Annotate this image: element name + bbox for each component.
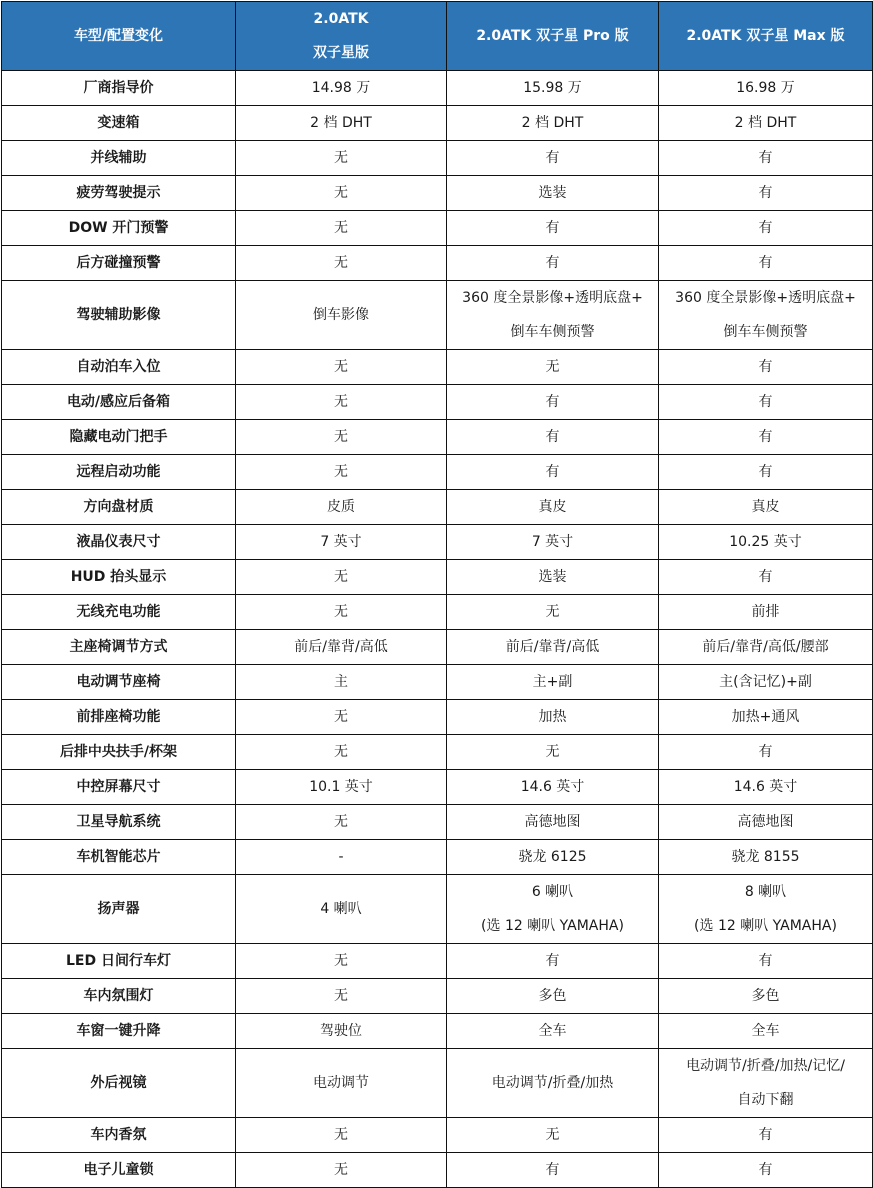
row-label: 疲劳驾驶提示	[2, 176, 236, 211]
cell-pro: 14.6 英寸	[447, 770, 659, 805]
cell-max: 有	[659, 455, 873, 490]
row-label: 外后视镜	[2, 1049, 236, 1118]
table-row-dow	[2, 211, 873, 246]
table-row-hud	[2, 560, 873, 595]
cell-standard: 主	[236, 665, 447, 700]
cell-pro	[447, 281, 659, 350]
cell-pro: 高德地图	[447, 805, 659, 840]
cell-max: 有	[659, 420, 873, 455]
table-row-drl	[2, 944, 873, 979]
cell-standard: 无	[236, 560, 447, 595]
cell-standard: 无	[236, 944, 447, 979]
cell-max	[659, 281, 873, 350]
cell-max: 有	[659, 1118, 873, 1153]
cell-max: 高德地图	[659, 805, 873, 840]
cell-standard: 无	[236, 979, 447, 1014]
cell-standard: 7 英寸	[236, 525, 447, 560]
header-trim-standard-line1: 2.0ATK	[313, 11, 369, 27]
cell-pro: 有	[447, 246, 659, 281]
cell-standard: 2 档 DHT	[236, 106, 447, 141]
cell-pro: 无	[447, 350, 659, 385]
row-label: 后方碰撞预警	[2, 246, 236, 281]
cell-max: 骁龙 8155	[659, 840, 873, 875]
cell-standard: 无	[236, 700, 447, 735]
table-row-seat-adjust	[2, 630, 873, 665]
row-label: 隐藏电动门把手	[2, 420, 236, 455]
cell-max: 前后/靠背/高低/腰部	[659, 630, 873, 665]
table-row-navigation	[2, 805, 873, 840]
cell-standard: 无	[236, 141, 447, 176]
cell-max: 有	[659, 350, 873, 385]
table-row-one-touch-windows	[2, 1014, 873, 1049]
table-row-front-seat-functions	[2, 700, 873, 735]
cell-max: 有	[659, 211, 873, 246]
cell-max: 有	[659, 385, 873, 420]
cell-pro: 无	[447, 595, 659, 630]
row-label: 自动泊车入位	[2, 350, 236, 385]
table-row-transmission	[2, 106, 873, 141]
table-header	[2, 2, 873, 71]
cell-pro: 电动调节/折叠/加热	[447, 1049, 659, 1118]
cell-pro: 真皮	[447, 490, 659, 525]
cell-standard: 前后/靠背/高低	[236, 630, 447, 665]
row-label: 驾驶辅助影像	[2, 281, 236, 350]
cell-pro: 有	[447, 385, 659, 420]
cell-line: (选 12 喇叭 YAMAHA)	[481, 918, 624, 934]
table-row-steering-wheel	[2, 490, 873, 525]
cell-max: 有	[659, 944, 873, 979]
cell-standard: 无	[236, 455, 447, 490]
table-row-camera	[2, 281, 873, 350]
cell-standard: 倒车影像	[236, 281, 447, 350]
row-label: LED 日间行车灯	[2, 944, 236, 979]
row-label: 车内氛围灯	[2, 979, 236, 1014]
cell-max: 加热+通风	[659, 700, 873, 735]
header-row	[2, 2, 873, 71]
row-label: 无线充电功能	[2, 595, 236, 630]
cell-standard: 无	[236, 1118, 447, 1153]
cell-pro: 选装	[447, 176, 659, 211]
cell-pro: 有	[447, 944, 659, 979]
cell-standard: 4 喇叭	[236, 875, 447, 944]
cell-standard: 无	[236, 385, 447, 420]
row-label: 远程启动功能	[2, 455, 236, 490]
cell-line: 6 喇叭	[531, 884, 574, 900]
table-body	[2, 71, 873, 1188]
row-label: 变速箱	[2, 106, 236, 141]
cell-standard: 无	[236, 805, 447, 840]
cell-standard: 无	[236, 1153, 447, 1188]
table-row-rear-collision	[2, 246, 873, 281]
cell-standard: 无	[236, 735, 447, 770]
row-label: DOW 开门预警	[2, 211, 236, 246]
row-label: 并线辅助	[2, 141, 236, 176]
cell-pro: 选装	[447, 560, 659, 595]
cell-line: 倒车车侧预警	[723, 324, 808, 340]
config-comparison-table	[1, 1, 873, 1188]
row-label: 液晶仪表尺寸	[2, 525, 236, 560]
cell-line: (选 12 喇叭 YAMAHA)	[694, 918, 837, 934]
cell-max	[659, 1049, 873, 1118]
cell-standard: 电动调节	[236, 1049, 447, 1118]
table-row-hidden-handles	[2, 420, 873, 455]
cell-max: 16.98 万	[659, 71, 873, 106]
cell-line: 8 喇叭	[744, 884, 787, 900]
row-label: 卫星导航系统	[2, 805, 236, 840]
table-row-speakers	[2, 875, 873, 944]
cell-standard: 驾驶位	[236, 1014, 447, 1049]
cell-pro: 加热	[447, 700, 659, 735]
header-trim-standard	[236, 2, 447, 71]
table-row-center-screen	[2, 770, 873, 805]
row-label: 中控屏幕尺寸	[2, 770, 236, 805]
cell-standard: 皮质	[236, 490, 447, 525]
cell-max: 10.25 英寸	[659, 525, 873, 560]
table-row-instrument-size	[2, 525, 873, 560]
table-row-rear-armrest	[2, 735, 873, 770]
cell-max: 14.6 英寸	[659, 770, 873, 805]
cell-max: 有	[659, 735, 873, 770]
cell-max: 有	[659, 176, 873, 211]
cell-line: 360 度全景影像+透明底盘+	[675, 290, 856, 306]
cell-pro: 有	[447, 455, 659, 490]
cell-standard: 14.98 万	[236, 71, 447, 106]
row-label: HUD 抬头显示	[2, 560, 236, 595]
row-label: 后排中央扶手/杯架	[2, 735, 236, 770]
cell-max: 全车	[659, 1014, 873, 1049]
cell-pro: 2 档 DHT	[447, 106, 659, 141]
cell-pro: 有	[447, 141, 659, 176]
table-row-auto-parking	[2, 350, 873, 385]
cell-pro: 无	[447, 735, 659, 770]
row-label: 前排座椅功能	[2, 700, 236, 735]
cell-pro: 7 英寸	[447, 525, 659, 560]
row-label: 扬声器	[2, 875, 236, 944]
cell-pro: 多色	[447, 979, 659, 1014]
table-row-lane-change-assist	[2, 141, 873, 176]
header-trim-pro: 2.0ATK 双子星 Pro 版	[447, 2, 659, 71]
cell-pro: 有	[447, 211, 659, 246]
cell-pro: 有	[447, 1153, 659, 1188]
cell-standard: 10.1 英寸	[236, 770, 447, 805]
cell-pro	[447, 875, 659, 944]
cell-max: 多色	[659, 979, 873, 1014]
cell-standard: 无	[236, 350, 447, 385]
table-row-wireless-charging	[2, 595, 873, 630]
row-label: 电动/感应后备箱	[2, 385, 236, 420]
cell-max: 有	[659, 1153, 873, 1188]
table-row-price	[2, 71, 873, 106]
table-row-power-tailgate	[2, 385, 873, 420]
table-row-fatigue-alert	[2, 176, 873, 211]
row-label: 主座椅调节方式	[2, 630, 236, 665]
cell-max: 真皮	[659, 490, 873, 525]
cell-pro: 全车	[447, 1014, 659, 1049]
cell-line: 电动调节/折叠/加热/记忆/	[686, 1058, 845, 1074]
cell-line: 360 度全景影像+透明底盘+	[462, 290, 643, 306]
table-row-ambient-light	[2, 979, 873, 1014]
table-row-child-lock	[2, 1153, 873, 1188]
row-label: 方向盘材质	[2, 490, 236, 525]
cell-pro: 骁龙 6125	[447, 840, 659, 875]
cell-standard: 无	[236, 420, 447, 455]
header-config-label: 车型/配置变化	[2, 2, 236, 71]
row-label: 车窗一键升降	[2, 1014, 236, 1049]
cell-line: 倒车车侧预警	[510, 324, 595, 340]
cell-max	[659, 875, 873, 944]
cell-standard: 无	[236, 176, 447, 211]
row-label: 车内香氛	[2, 1118, 236, 1153]
header-trim-max: 2.0ATK 双子星 Max 版	[659, 2, 873, 71]
row-label: 电子儿童锁	[2, 1153, 236, 1188]
row-label: 车机智能芯片	[2, 840, 236, 875]
cell-standard: 无	[236, 595, 447, 630]
table-row-side-mirrors	[2, 1049, 873, 1118]
table-row-remote-start	[2, 455, 873, 490]
cell-standard: 无	[236, 211, 447, 246]
cell-max: 有	[659, 560, 873, 595]
cell-max: 前排	[659, 595, 873, 630]
table-row-chip	[2, 840, 873, 875]
table-row-power-seats	[2, 665, 873, 700]
cell-pro: 前后/靠背/高低	[447, 630, 659, 665]
header-trim-standard-line2: 双子星版	[313, 45, 369, 61]
cell-pro: 15.98 万	[447, 71, 659, 106]
cell-standard: 无	[236, 246, 447, 281]
row-label: 电动调节座椅	[2, 665, 236, 700]
cell-max: 主(含记忆)+副	[659, 665, 873, 700]
cell-max: 有	[659, 246, 873, 281]
cell-pro: 主+副	[447, 665, 659, 700]
cell-standard: -	[236, 840, 447, 875]
cell-line: 自动下翻	[737, 1092, 794, 1108]
table-row-fragrance	[2, 1118, 873, 1153]
cell-max: 2 档 DHT	[659, 106, 873, 141]
cell-pro: 有	[447, 420, 659, 455]
cell-pro: 无	[447, 1118, 659, 1153]
cell-max: 有	[659, 141, 873, 176]
row-label: 厂商指导价	[2, 71, 236, 106]
